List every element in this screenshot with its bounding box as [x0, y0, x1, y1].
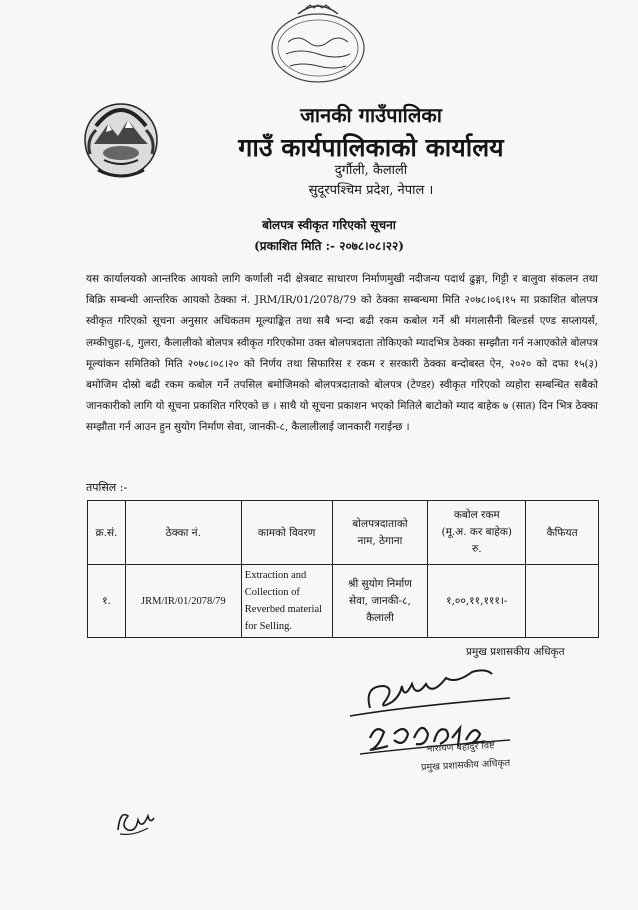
col-header-remarks: कैफियत	[526, 501, 599, 565]
office-name: गाउँ कार्यपालिकाको कार्यालय	[238, 133, 504, 162]
initials-mark	[112, 800, 156, 840]
table-row	[88, 565, 599, 638]
col-header-bidder-line: बोलपत्रदाताको	[352, 517, 408, 530]
table-header-row	[88, 501, 599, 565]
cell-bidder-line: कैलाली	[366, 611, 394, 624]
col-header-bidder-line: नाम, ठेगाना	[357, 534, 403, 547]
cell-contract-no: JRM/IR/01/2078/79	[125, 565, 241, 638]
office-province: सुदूरपश्चिम प्रदेश, नेपाल ।	[308, 183, 434, 198]
col-header-work-desc: कामको विवरण	[241, 501, 332, 565]
cell-bidder-line: श्री सुयोग निर्माण	[348, 577, 412, 590]
cell-work-desc-line: Reverbed material	[244, 604, 323, 615]
cell-work-desc-line: Extraction and	[244, 570, 307, 581]
col-header-amount	[428, 501, 526, 565]
col-header-sn: क्र.सं.	[88, 501, 126, 565]
col-header-amount-line: (मू.अ. कर बाहेक)	[441, 526, 513, 538]
cell-bidder-line: सेवा, जानकी-८,	[349, 594, 411, 607]
cell-work-desc-line: Collection of	[244, 587, 300, 598]
bid-table	[87, 500, 599, 638]
org-name: जानकी गाउँपालिका	[300, 103, 442, 127]
cell-bidder	[332, 565, 428, 638]
cell-amount: १,००,११,१११।-	[428, 565, 526, 638]
office-location: दुर्गौली, कैलाली	[334, 163, 408, 178]
office-seal-stamp	[268, 4, 368, 86]
cell-work-desc	[241, 565, 332, 638]
col-header-bidder	[332, 501, 428, 565]
notice-body: यस कार्यालयको आन्तरिक आयको लागि कर्णाली नदी क्षेत्रबाट साधारण निर्माणमुखी नदीजन्य पदार्थ ढुङ्गा, गिट्टी र बालुवा संकलन तथा बिक्रि सम्बन्धी आन्तरिक आयको ठेक्का नं. JRM/IR/01/2078/79 को ठेक्का सम्बन्धमा मिति २०७८।०६।१५ मा प्रकाशित बोलपत्र स्वीकृत गरिएको सूचना अनुसार अधिकतम मूल्याङ्कित तथा सबै भन्दा बढी रकम कबोल गर्ने श्री मंगलासैनी बिल्डर्स एण्ड सप्लायर्स, लम्कीचुहा-६, गुलरा, कैलालीको बोलपत्र स्वीकृत गरिएकोमा उक्त बोलपत्रदाता तोकिएको म्यादभित्र ठेक्का सम्झौता गर्न नआएकोले बोलपत्र मूल्यांकन समितिको मिति २०७८।०८।२० को निर्णय तथा सिफारिस र रकम र सरकारी ठेक्का बन्दोबस्त ऐन, २०२० को दफा १५(३) बमोजिम दोस्रो बढी रकम कबोल गर्ने तपसिल बमोजिमको बोलपत्रदाताको बोलपत्र (टेण्डर) स्वीकृत गरिएको व्यहोरा सम्बन्धित सबैको जानकारीको लागि यो सूचना प्रकाशित गरिएको छ । साथै यो सूचना प्रकाशन भएको मितिले बाटोको म्याद बाहेक ७ (सात) दिन भित्र ठेक्का सम्झौता गर्न आउन हुन सुयोग निर्माण सेवा, जानकी-८, कैलालीलाई जानकारी गराईन्छ ।	[86, 273, 598, 434]
signatory-title-stamp: प्रमुख प्रशासकीय अधिकृत	[420, 757, 511, 774]
signatory-name-stamp: नारायण बहादुर विष्ट	[426, 740, 495, 755]
notice-title: बोलपत्र स्वीकृत गरिएको सूचना	[262, 218, 396, 232]
officer-title: प्रमुख प्रशासकीय अधिकृत	[466, 646, 565, 658]
col-header-amount-line: कबोल रकम	[453, 509, 500, 521]
details-label: तपसिल :-	[86, 481, 128, 494]
col-header-amount-line: रु.	[471, 543, 482, 555]
notice-published-date: (प्रकाशित मिति :- २०७८।०८।२२)	[254, 239, 404, 253]
cell-remarks	[526, 565, 599, 638]
col-header-contract-no: ठेक्का नं.	[125, 501, 241, 565]
cell-work-desc-line: for Selling.	[244, 621, 293, 632]
cell-sn: १.	[88, 565, 126, 638]
